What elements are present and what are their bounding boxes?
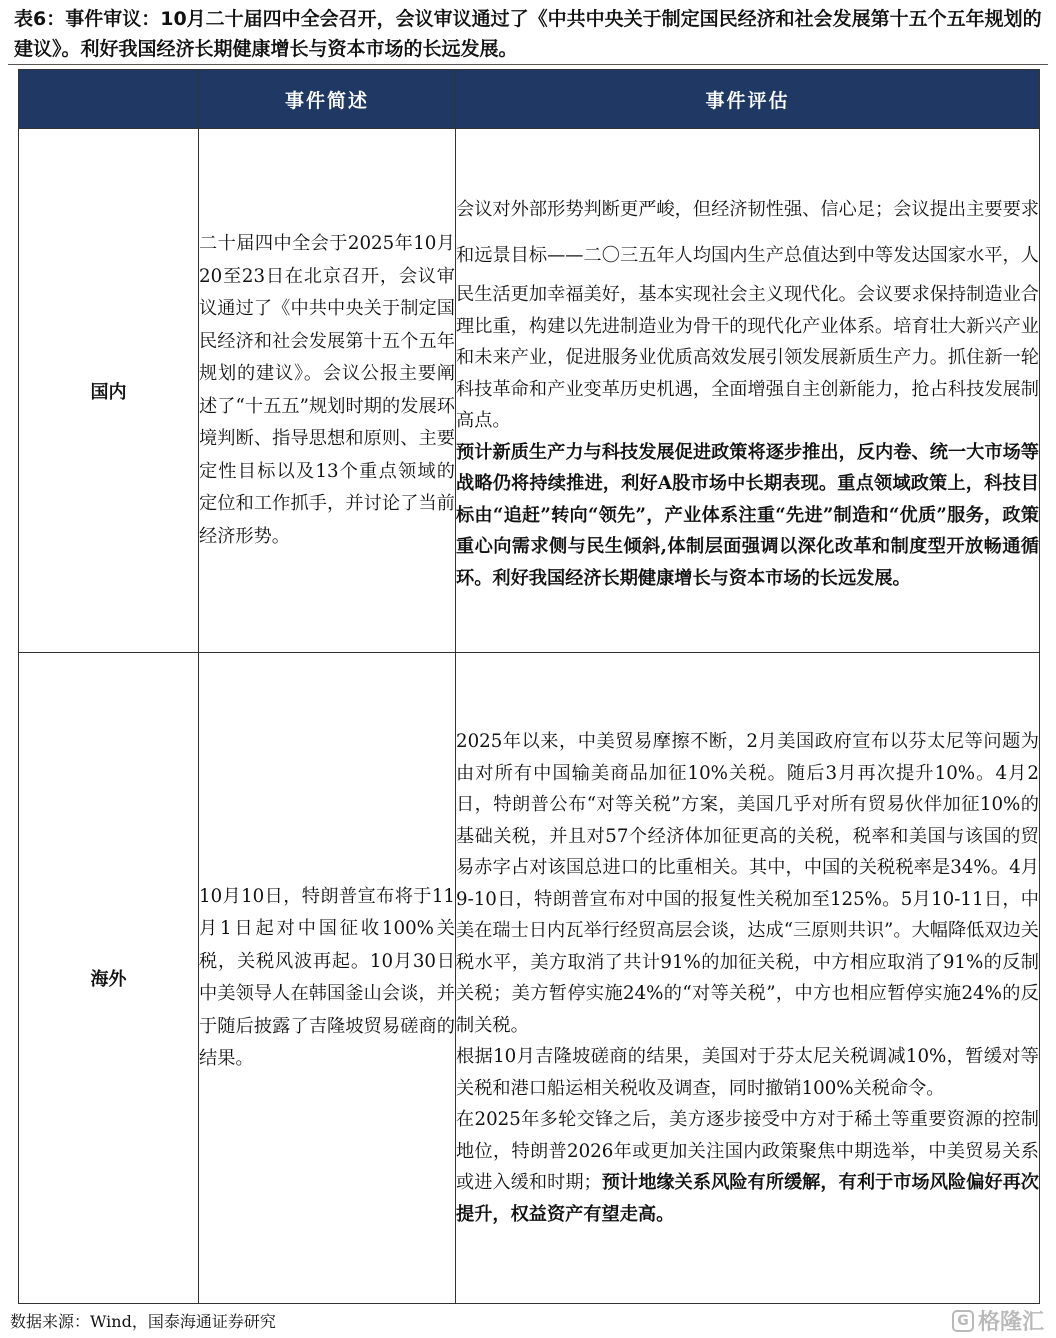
watermark-text: 格隆汇: [977, 1310, 1044, 1335]
assessment-paragraph: 根据10月吉隆坡磋商的结果，美国对于芬太尼关税调减10%，暂缓对等关税和港口船运相关税收及调查，同时撤销100%关税命令。: [456, 1046, 1039, 1099]
header-row: [19, 70, 1040, 129]
title-divider: [8, 64, 1048, 65]
assessment-conclusion: 预计地缘关系风险有所缓解，有利于市场风险偏好再次提升，权益资产有望走高。: [456, 1172, 1039, 1225]
region-label: 海外: [19, 653, 199, 1304]
event-summary: 10月10日，特朗普宣布将于11月1日起对中国征收100%关税，关税风波再起。10月30日中美领导人在韩国釜山会谈，并于随后披露了吉隆坡贸易磋商的结果。: [199, 653, 456, 1304]
assessment-text: 人民生活更加幸福美好，基本实现社会主义现代化。会议要求保持制造业合理比重，构建以先进制造业为骨干的现代化产业体系。培育壮大新兴产业和未来产业，促进服务业优质高效发展引领发展新质生产力。抓住新一轮科技革命和产业变革历史机遇，全面增强自主创新能力，抢占科技发展制高点。: [456, 245, 1039, 431]
watermark: [952, 1305, 1044, 1336]
data-source: 数据来源：Wind，国泰海通证券研究: [10, 1312, 276, 1331]
assessment-conclusion: 预计新质生产力与科技发展促进政策将逐步推出，反内卷、统一大市场等战略仍将持续推进，利好A股市场中长期表现。重点领域政策上，科技目标由“追赶”转向“领先”，产业体系注重“先进”制造和“优质”服务，政策重心向需求侧与民生倾斜,体制层面强调以深化改革和制度型开放畅通循环。利好我国经济长期健康增长与资本市场的长远发展。: [456, 441, 1039, 589]
event-summary: 二十届四中全会于2025年10月20至23日在北京召开，会议审议通过了《中共中央关于制定国民经济和社会发展第十五个五年规划的建议》。会议公报主要阐述了“十五五”规划时期的发展环境判断、指导思想和原则、主要定性目标以及13个重点领域的定位和工作抓手，并讨论了当前经济形势。: [199, 129, 456, 653]
event-assessment: [456, 129, 1040, 653]
header-region: [19, 70, 199, 129]
assessment-text: 会议对外部形势判断更严峻，但经济韧性强、信心足；会议提出主要要求和远景目标——二〇三五年人均国内生产总值达到中等发达国家水平，: [456, 199, 1039, 266]
region-label: 国内: [19, 129, 199, 653]
table-title: 表6：事件审议：10月二十届四中全会召开，会议审议通过了《中共中央关于制定国民经济和社会发展第十五个五年规划的建议》。利好我国经济长期健康增长与资本市场的长远发展。: [14, 8, 1042, 60]
table-row-overseas: [19, 653, 1040, 1304]
assessment-text: 在2025年多轮交锋之后，美方逐步接受中方对于稀土等重要资源的控制地位，特朗普2026年或更加关注国内政策聚焦中期选举，中美贸易关系或进入缓和时期；: [456, 1109, 1039, 1193]
gelonghui-logo-icon: G: [952, 1310, 974, 1332]
header-summary: 事件简述: [199, 70, 456, 129]
assessment-paragraph: 2025年以来，中美贸易摩擦不断，2月美国政府宣布以芬太尼等问题为由对所有中国输美商品加征10%关税。随后3月再次提升10%。4月2日，特朗普公布“对等关税”方案，美国几乎对所有贸易伙伴加征10%的基础关税，并且对57个经济体加征更高的关税，税率和美国与该国的贸易赤字占对该国总进口的比重相关。其中，中国的关税税率是34%。4月9-10日，特朗普宣布对中国的报复性关税加至125%。5月10-11日，中美在瑞士日内瓦举行经贸高层会谈，达成“三原则共识”。大幅降低双边关税水平，美方取消了共计91%的加征关税，中方相应取消了91%的反制关税；美方暂停实施24%的“对等关税”，中方也相应暂停实施24%的反制关税。: [456, 731, 1039, 1036]
event-table: [18, 69, 1040, 1304]
table-row-domestic: [19, 129, 1040, 653]
header-assessment: 事件评估: [456, 70, 1040, 129]
event-assessment: [456, 653, 1040, 1304]
